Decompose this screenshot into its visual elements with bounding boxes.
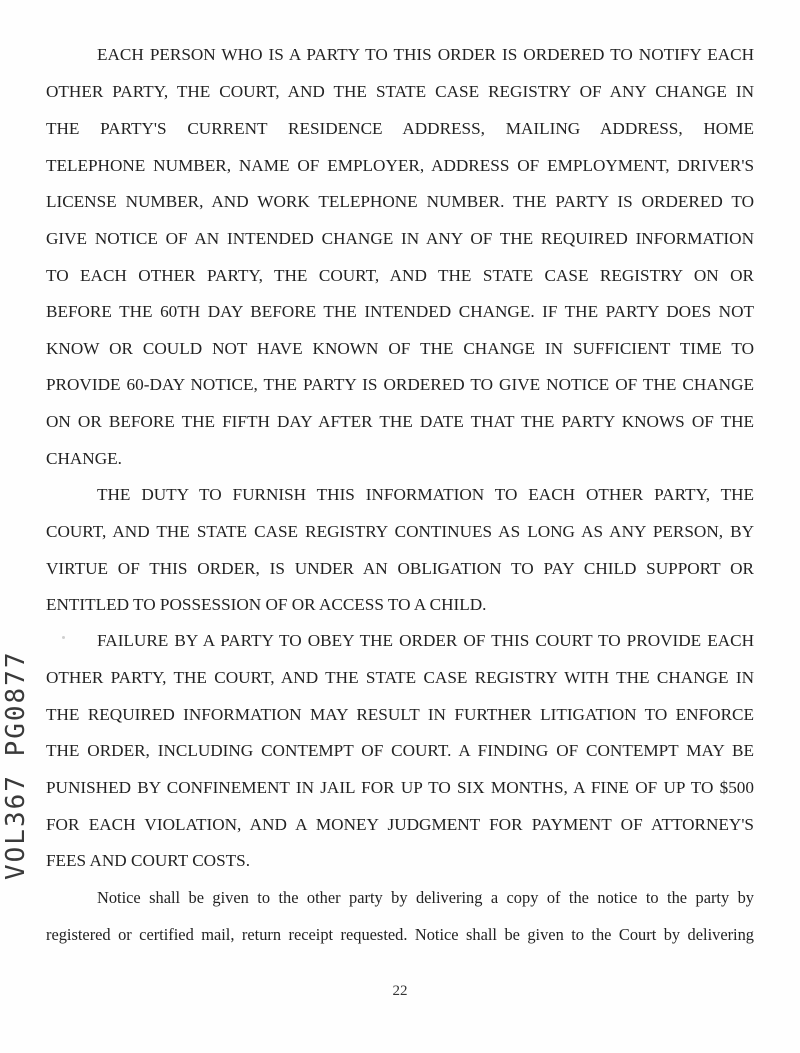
paragraph-3-line-4: THE ORDER, INCLUDING CONTEMPT OF COURT. A FINDING OF CONTEMPT MAY BE <box>46 741 754 760</box>
paragraph-1-line-4: TELEPHONE NUMBER, NAME OF EMPLOYER, ADDRESS OF EMPLOYMENT, DRIVER'S <box>46 156 754 175</box>
paragraph-3-line-1: FAILURE BY A PARTY TO OBEY THE ORDER OF THIS COURT TO PROVIDE EACH <box>97 631 754 650</box>
paragraph-1-line-9: KNOW OR COULD NOT HAVE KNOWN OF THE CHANGE IN SUFFICIENT TIME TO <box>46 339 754 358</box>
paragraph-3-line-2: OTHER PARTY, THE COURT, AND THE STATE CASE REGISTRY WITH THE CHANGE IN <box>46 668 754 687</box>
page-number: 22 <box>392 983 408 999</box>
paragraph-2-line-4: ENTITLED TO POSSESSION OF OR ACCESS TO A CHILD. <box>46 595 487 614</box>
paragraph-1-line-8: BEFORE THE 60TH DAY BEFORE THE INTENDED CHANGE. IF THE PARTY DOES NOT <box>46 302 754 321</box>
paragraph-1-line-6: GIVE NOTICE OF AN INTENDED CHANGE IN ANY OF THE REQUIRED INFORMATION <box>46 229 754 248</box>
paragraph-2-line-3: VIRTUE OF THIS ORDER, IS UNDER AN OBLIGATION TO PAY CHILD SUPPORT OR <box>46 559 754 578</box>
paragraph-1-line-10: PROVIDE 60-DAY NOTICE, THE PARTY IS ORDERED TO GIVE NOTICE OF THE CHANGE <box>46 375 754 394</box>
paragraph-1-line-1: EACH PERSON WHO IS A PARTY TO THIS ORDER IS ORDERED TO NOTIFY EACH <box>97 45 754 64</box>
scan-speck <box>62 636 65 639</box>
paragraph-1-line-5: LICENSE NUMBER, AND WORK TELEPHONE NUMBER. THE PARTY IS ORDERED TO <box>46 192 754 211</box>
paragraph-1-line-7: TO EACH OTHER PARTY, THE COURT, AND THE STATE CASE REGISTRY ON OR <box>46 266 754 285</box>
paragraph-3-line-6: FOR EACH VIOLATION, AND A MONEY JUDGMENT FOR PAYMENT OF ATTORNEY'S <box>46 815 754 834</box>
paragraph-4-line-2: registered or certified mail, return receipt requested. Notice shall be given to the Court by delivering <box>46 925 754 944</box>
paragraph-1-line-12: CHANGE. <box>46 449 122 468</box>
paragraph-1-line-3: THE PARTY'S CURRENT RESIDENCE ADDRESS, MAILING ADDRESS, HOME <box>46 119 754 138</box>
paragraph-1-line-2: OTHER PARTY, THE COURT, AND THE STATE CASE REGISTRY OF ANY CHANGE IN <box>46 82 754 101</box>
paragraph-1-line-11: ON OR BEFORE THE FIFTH DAY AFTER THE DATE THAT THE PARTY KNOWS OF THE <box>46 412 754 431</box>
volume-page-stamp: VOL367 PG0877 <box>1 650 31 880</box>
paragraph-3-line-7: FEES AND COURT COSTS. <box>46 851 250 870</box>
paragraph-2-line-2: COURT, AND THE STATE CASE REGISTRY CONTINUES AS LONG AS ANY PERSON, BY <box>46 522 754 541</box>
paragraph-2-line-1: THE DUTY TO FURNISH THIS INFORMATION TO EACH OTHER PARTY, THE <box>97 485 754 504</box>
paragraph-4-line-1: Notice shall be given to the other party by delivering a copy of the notice to the party by <box>97 888 754 907</box>
paragraph-3-line-3: THE REQUIRED INFORMATION MAY RESULT IN FURTHER LITIGATION TO ENFORCE <box>46 705 754 724</box>
paragraph-3-line-5: PUNISHED BY CONFINEMENT IN JAIL FOR UP TO SIX MONTHS, A FINE OF UP TO $500 <box>46 778 754 797</box>
